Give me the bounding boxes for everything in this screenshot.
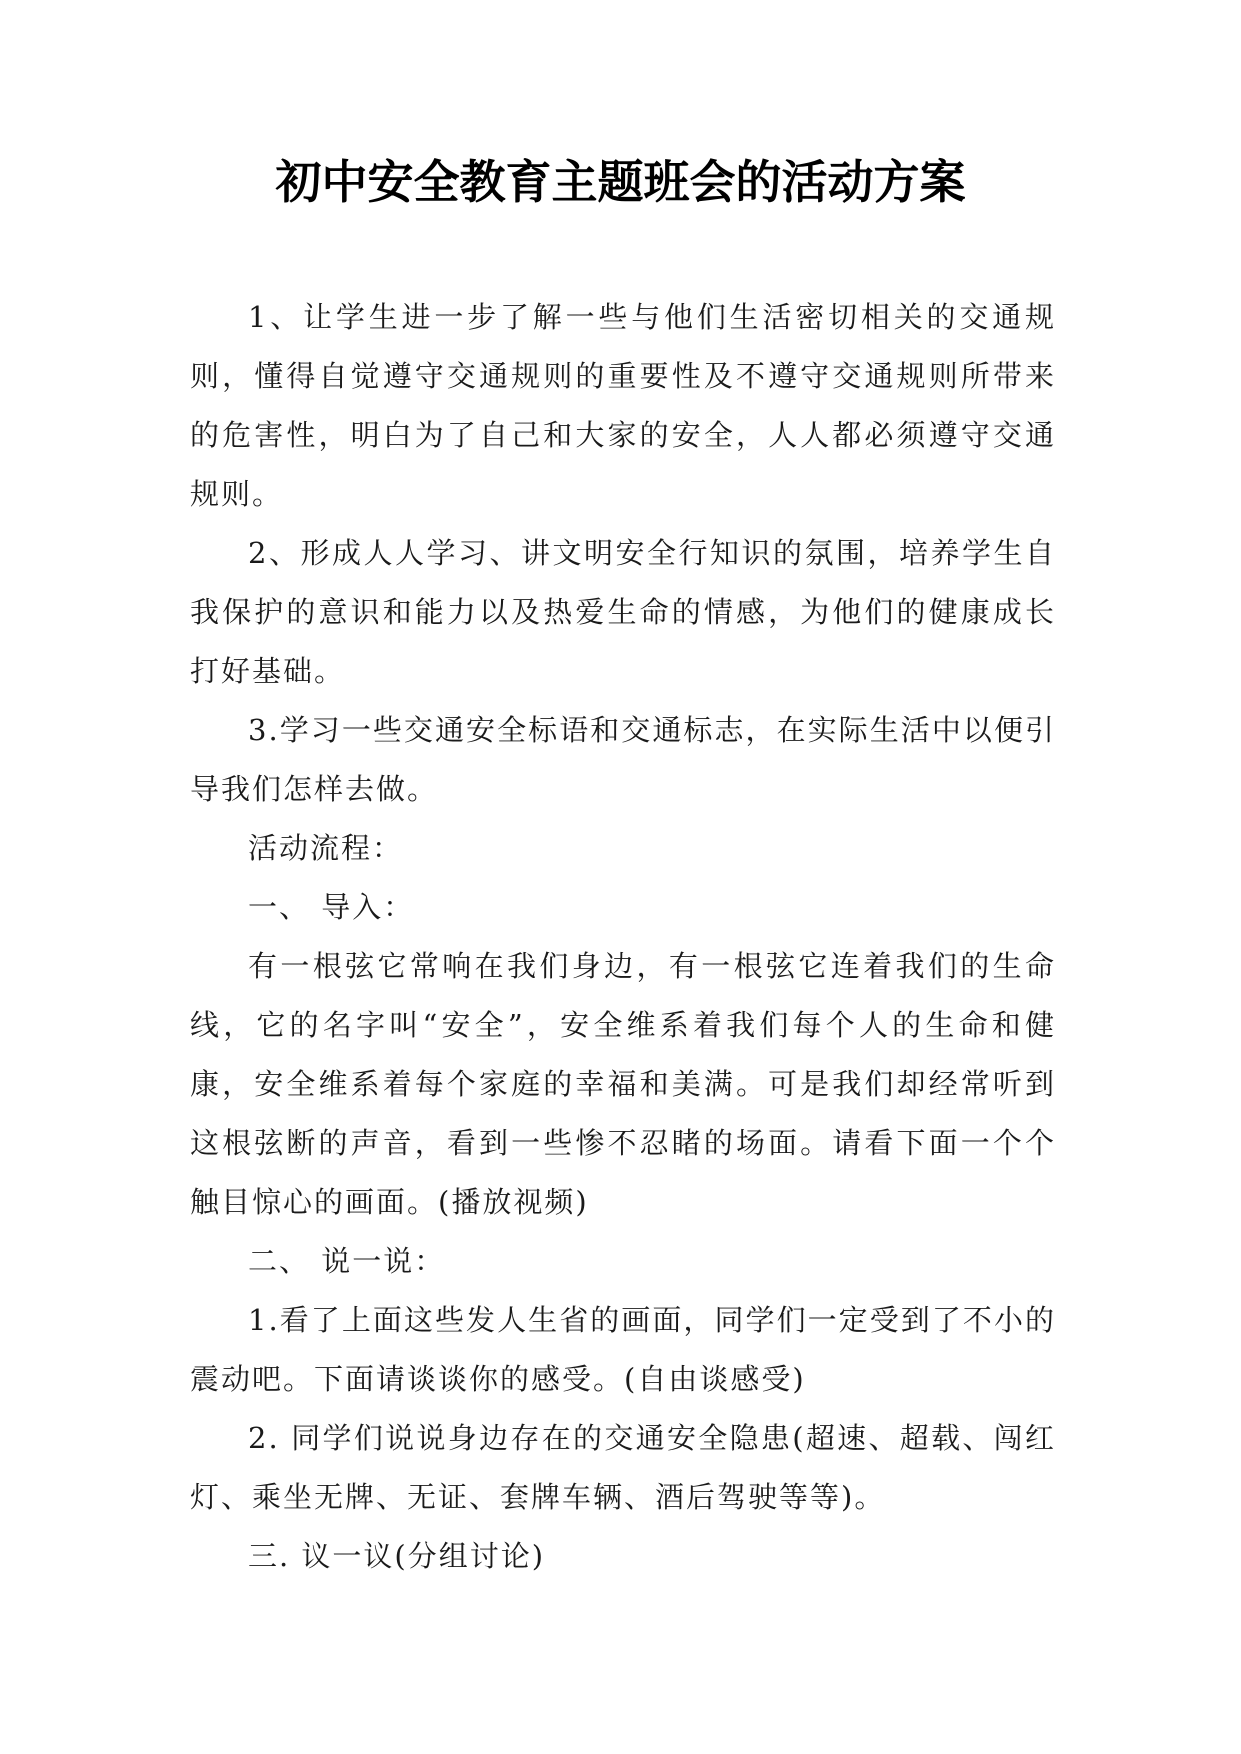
document-title: 初中安全教育主题班会的活动方案 — [275, 155, 966, 209]
paragraph-objective-2: 2、形成人人学习、讲文明安全行知识的氛围，培养学生自我保护的意识和能力以及热爱生命的情感，为他们的健康成长打好基础。 — [190, 536, 1056, 688]
paragraph-objective-3: 3.学习一些交通安全标语和交通标志，在实际生活中以便引导我们怎样去做。 — [190, 713, 1056, 806]
section-heading-activity-process: 活动流程： — [248, 831, 404, 865]
paragraph-discussion-2: 2. 同学们说说身边存在的交通安全隐患(超速、超载、闯红灯、乘坐无牌、无证、套牌车辆、酒后驾驶等等)。 — [190, 1421, 1056, 1514]
document-body — [190, 288, 1056, 1586]
paragraph-introduction: 有一根弦它常响在我们身边，有一根弦它连着我们的生命线，它的名字叫“安全”，安全维系着我们每个人的生命和健康，安全维系着每个家庭的幸福和美满。可是我们却经常听到这根弦断的声音，看到一些惨不忍睹的场面。请看下面一个个触目惊心的画面。(播放视频) — [190, 949, 1056, 1219]
section-heading-discussion: 二、 说一说： — [248, 1244, 446, 1278]
paragraph-objective-1: 1、让学生进一步了解一些与他们生活密切相关的交通规则，懂得自觉遵守交通规则的重要性及不遵守交通规则所带来的危害性，明白为了自己和大家的安全，人人都必须遵守交通规则。 — [190, 300, 1056, 511]
paragraph-discussion-1: 1.看了上面这些发人生省的画面，同学们一定受到了不小的震动吧。下面请谈谈你的感受。(自由谈感受) — [190, 1303, 1056, 1396]
section-heading-group-discussion: 三. 议一议(分组讨论) — [248, 1539, 546, 1573]
section-heading-introduction: 一、 导入： — [248, 890, 415, 924]
